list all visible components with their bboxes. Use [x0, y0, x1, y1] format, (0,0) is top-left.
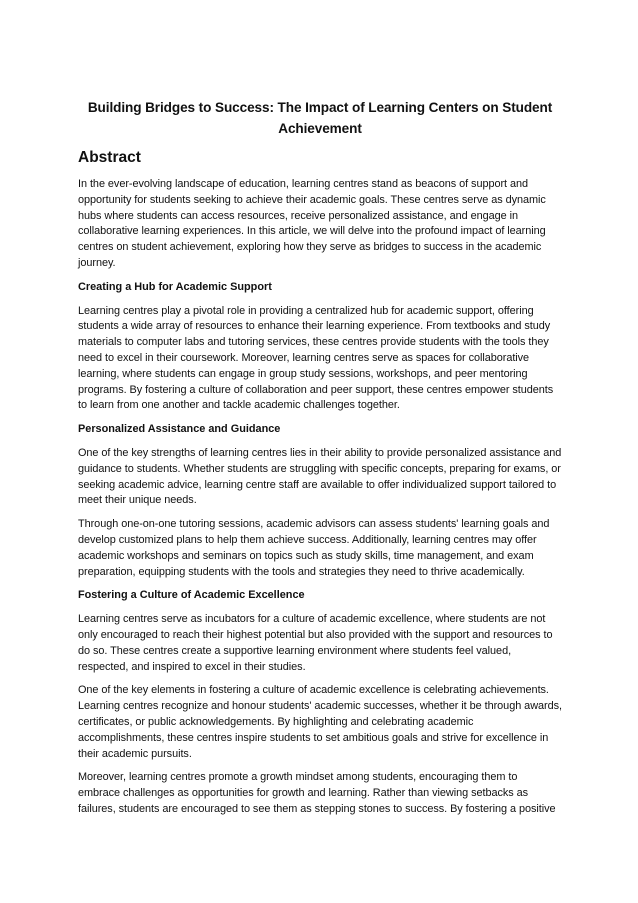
section-academic-support [78, 280, 562, 414]
body-paragraph: One of the key strengths of learning centres lies in their ability to provide personalized assistance and guidance to students. Whether students are struggling with specific concepts, preparing for exams, or seeking academic advice, learning centre staff are available to offer individualized support tailored to meet their unique needs. [78, 446, 562, 507]
abstract-paragraph: In the ever-evolving landscape of education, learning centres stand as beacons of support and opportunity for students seeking to achieve their academic goals. These centres serve as dynamic hubs where students can access resources, receive personalized assistance, and engage in collaborative learning experiences. In this article, we will delve into the profound impact of learning centres on student achievement, exploring how they serve as bridges to success in the academic journey. [78, 178, 546, 269]
body-paragraph: Learning centres serve as incubators for a culture of academic excellence, where students are not only encouraged to reach their highest potential but also provided with the support and resources to do so. These centres create a supportive learning environment where students feel valued, respected, and inspired to excel in their studies. [78, 613, 553, 673]
document-page [78, 97, 562, 826]
section-heading: Personalized Assistance and Guidance [78, 423, 281, 436]
body-paragraph: Learning centres play a pivotal role in providing a centralized hub for academic support, offering students a wide array of resources to enhance their learning experience. From textbooks and study materials to computer labs and tutoring services, these centres provide students with the tools they need to excel in their coursework. Moreover, learning centres serve as spaces for collaborative learning, where students can engage in group study sessions, workshops, and peer mentoring programs. By fostering a culture of collaboration and peer support, these centres empower students to learn from one another and tackle academic challenges together. [78, 304, 554, 412]
abstract-heading: Abstract [78, 149, 141, 166]
body-paragraph: Moreover, learning centres promote a growth mindset among students, encouraging them to embrace challenges as opportunities for growth and learning. Rather than viewing setbacks as failures, students are encouraged to see them as stepping stones to success. By fostering a positive [78, 771, 556, 815]
section-heading: Fostering a Culture of Academic Excellence [78, 589, 305, 602]
body-paragraph: Through one-on-one tutoring sessions, academic advisors can assess students' learning goals and develop customized plans to help them achieve success. Additionally, learning centres may offer academic workshops and seminars on topics such as study skills, time management, and exam preparation, equipping students with the tools and strategies they need to thrive academically. [78, 518, 550, 578]
section-academic-excellence [78, 588, 562, 817]
section-personalized-assistance [78, 422, 562, 580]
body-paragraph: One of the key elements in fostering a culture of academic excellence is celebrating achievements. Learning centres recognize and honour students' academic successes, whether it be through awards, certificates, or public acknowledgements. By highlighting and celebrating academic accomplishments, these centres inspire students to set ambitious goals and strive for excellence in their academic pursuits. [78, 684, 562, 760]
section-heading: Creating a Hub for Academic Support [78, 280, 272, 293]
document-title: Building Bridges to Success: The Impact of Learning Centers on Student Achievement [87, 100, 553, 136]
